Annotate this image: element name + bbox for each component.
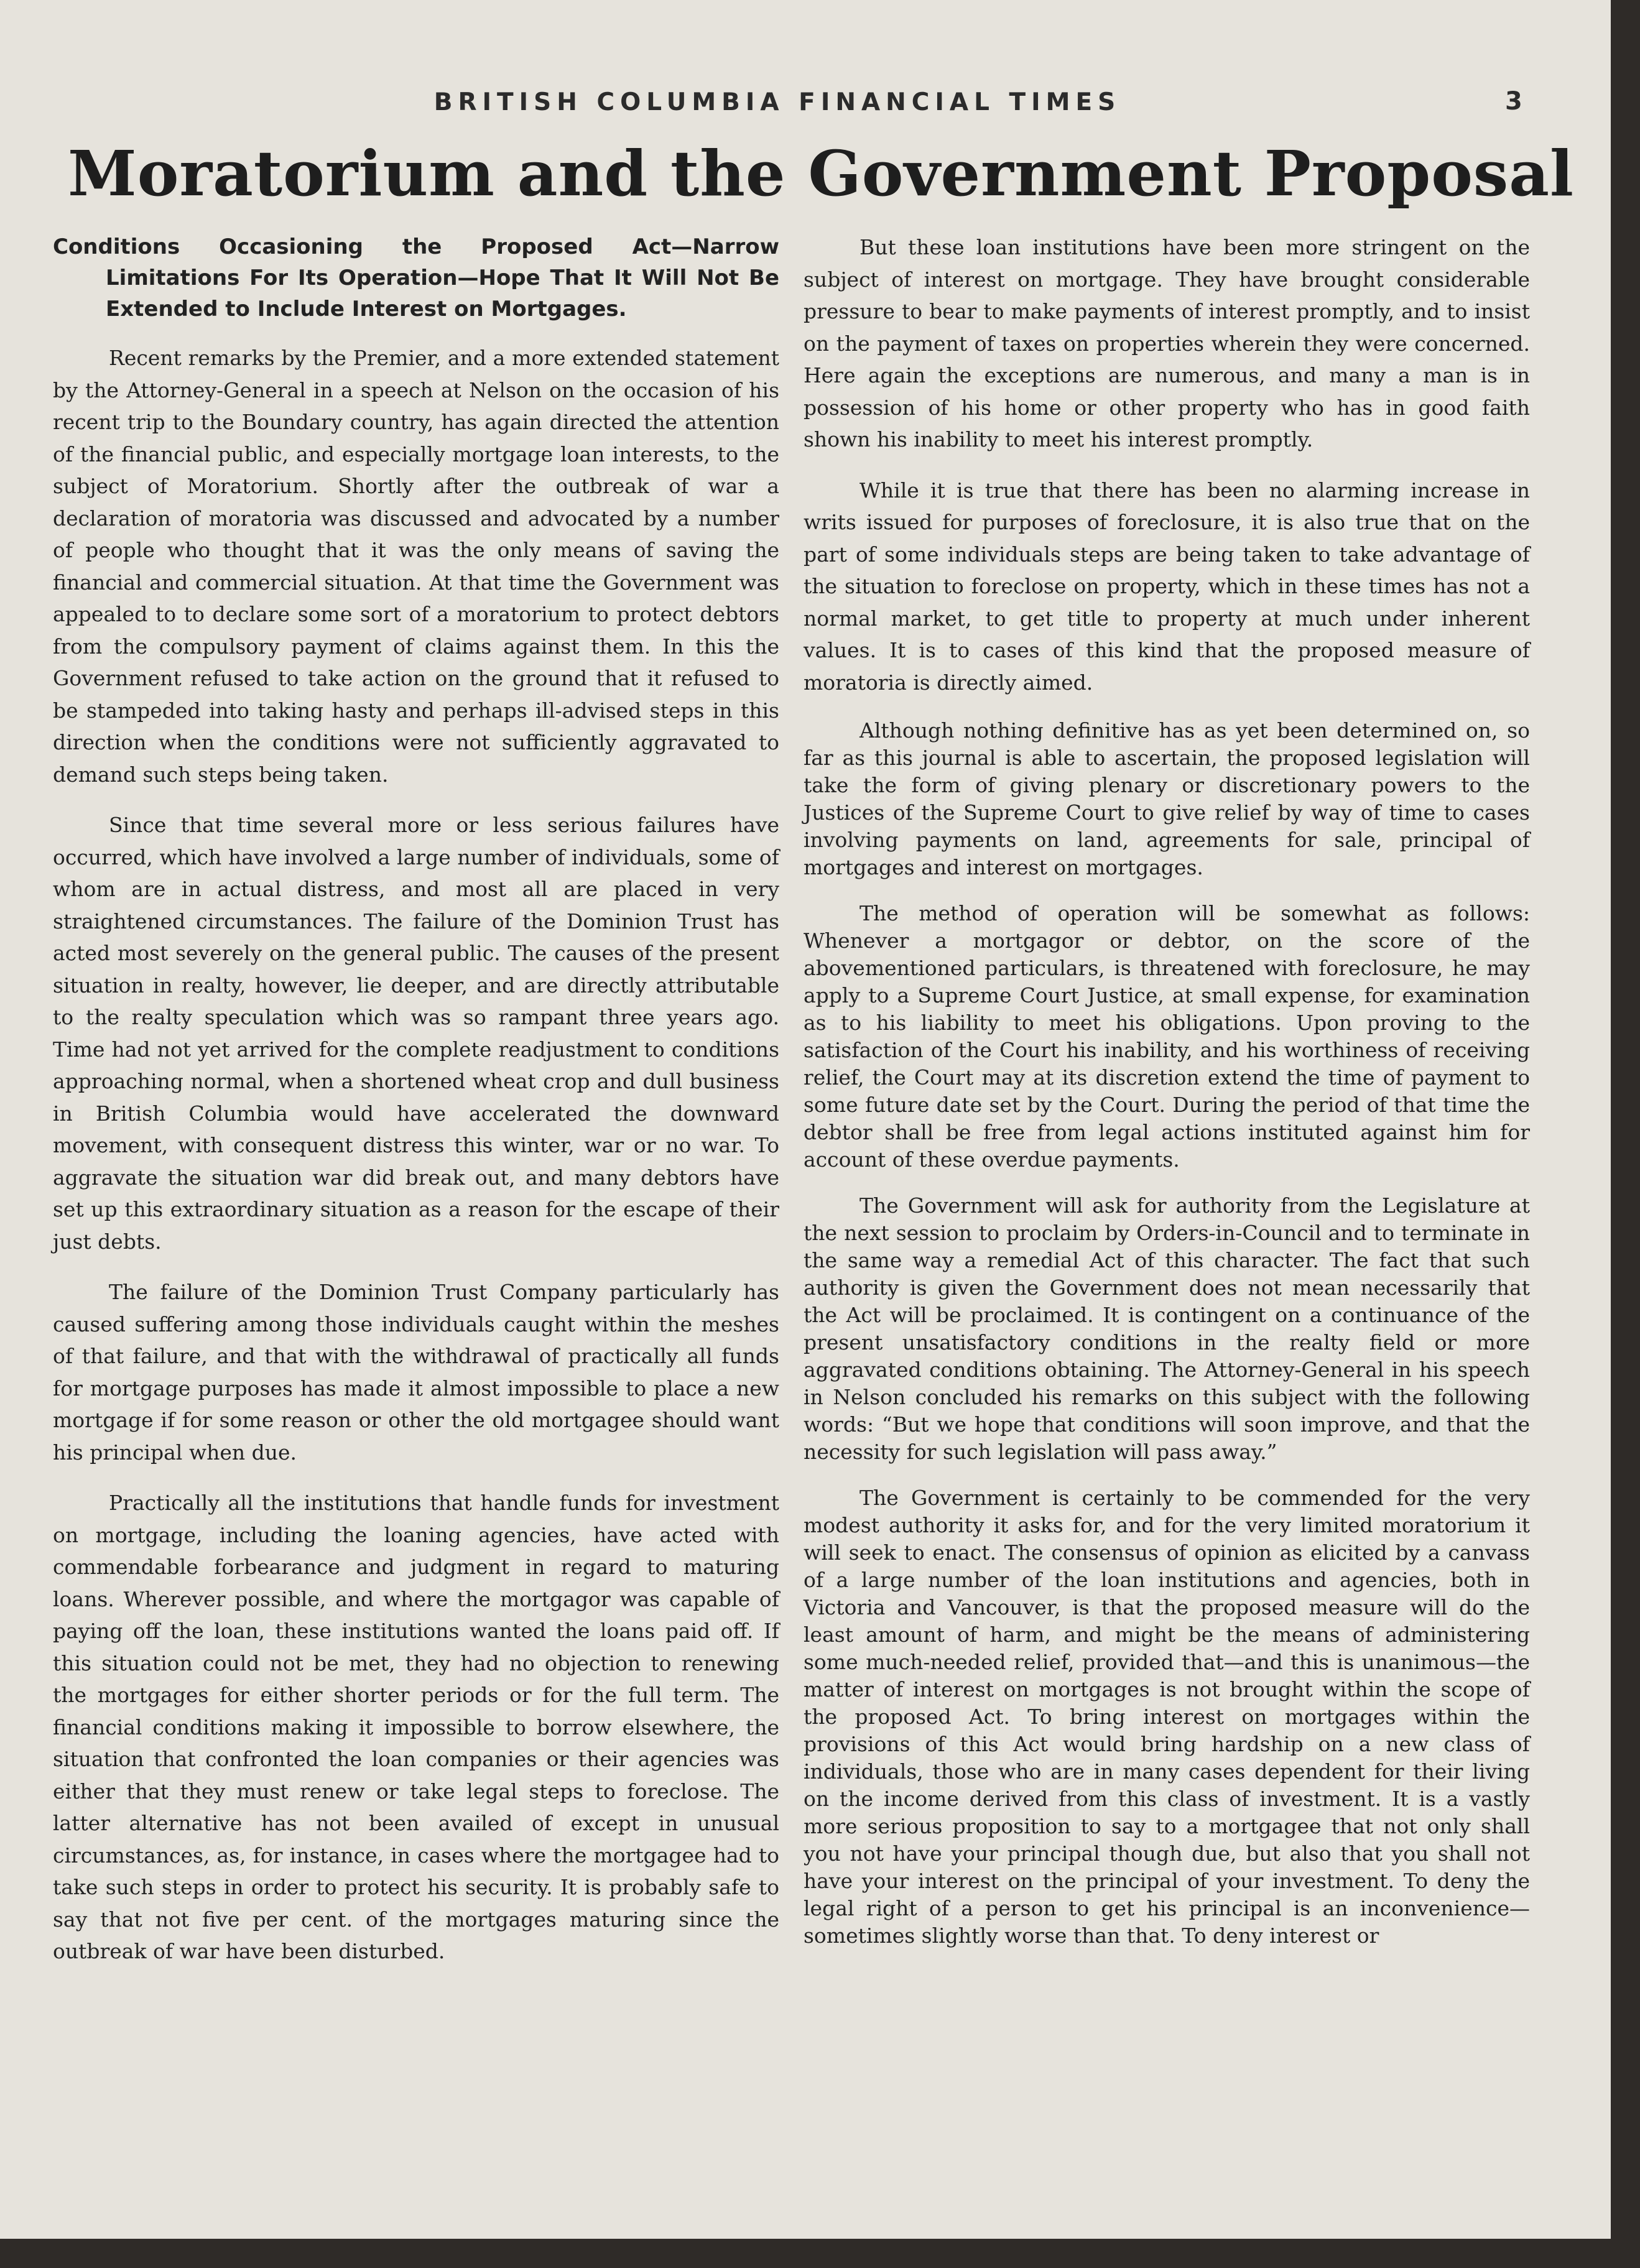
paragraph: But these loan institutions have been more stringent on the subject of interest on mortgage. They have brought considerable pressure to bear to make payments of interest promptly, and to insist on the payment of taxes on properties wherein they were concerned. Here again the exceptions are numerous, and many a man is in possession of his home or other property who has in good faith shown his inability to meet his interest promptly. (804, 235, 1530, 451)
bottom-edge (0, 2239, 1640, 2268)
paragraph: Although nothing definitive has as yet been determined on, so far as this journal is able to ascertain, the proposed legislation will take the form of giving plenary or discretionary powers to the Justices of the Supreme Court to give relief by way of time to cases involving payments on land, agreements for sale, principal of mortgages and interest on mortgages. (804, 718, 1530, 879)
page-number: 3 (1505, 87, 1522, 116)
paragraph: The failure of the Dominion Trust Company particularly has caused suffering among those individuals caught within the meshes of that failure, and that with the withdrawal of practically all funds for mortgage purposes has made it almost impossible to place a new mortgage if for some reason or other the old mortgagee should want his principal when due. (53, 1280, 779, 1465)
left-column (53, 231, 779, 1986)
paragraph: The Government is certainly to be commended for the very modest authority it asks for, and for the very limited moratorium it will seek to enact. The consensus of opinion as elicited by a canvass of a large number of the loan institutions and agencies, both in Victoria and Vancouver, is that the proposed measure will do the least amount of harm, and might be the means of administering some much-needed relief, provided that—and this is unanimous—the matter of interest on mortgages is not brought within the scope of the proposed Act. To bring interest on mortgages within the provisions of this Act would bring hardship on a new class of individuals, those who are in many cases dependent for their living on the income derived from this class of investment. It is a vastly more serious proposition to say to a mortgagee that not only shall you not have your principal though due, but also that you shall not have your interest on the principal of your investment. To deny the legal right of a person to get his principal is an inconvenience—sometimes slightly worse than that. To deny interest or (804, 1486, 1530, 1948)
right-column (804, 231, 1530, 1968)
running-head: BRITISH COLUMBIA FINANCIAL TIMES (433, 88, 1121, 116)
article-deck: Conditions Occasioning the Proposed Act—Narrow Limitations For Its Operation—Hope That It Will Not Be Extended to Include Interest on Mortgages. (53, 234, 779, 322)
paragraph: While it is true that there has been no alarming increase in writs issued for purposes of foreclosure, it is also true that on the part of some individuals steps are being taken to take advantage of the situation to foreclose on property, which in these times has not a normal market, to get title to property at much under inherent values. It is to cases of this kind that the proposed measure of moratoria is directly aimed. (804, 478, 1530, 695)
paragraph: Recent remarks by the Premier, and a more extended statement by the Attorney-General in a speech at Nelson on the occasion of his recent trip to the Boundary country, has again directed the attention of the financial public, and especially mortgage loan interests, to the subject of Moratorium. Shortly after the outbreak of war a declaration of moratoria was discussed and advocated by a number of people who thought that it was the only means of saving the financial and commercial situation. At that time the Government was appealed to to declare some sort of a moratorium to protect debtors from the compulsory payment of claims against them. In this the Government refused to take action on the ground that it refused to be stampeded into taking hasty and perhaps ill-advised steps in this direction when the conditions were not sufficiently aggravated to demand such steps being taken. (53, 346, 779, 787)
paragraph: Since that time several more or less serious failures have occurred, which have involved a large number of individuals, some of whom are in actual distress, and most all are placed in very straightened circumstances. The failure of the Dominion Trust has acted most severely on the general public. The causes of the present situation in realty, however, lie deeper, and are directly attributable to the realty speculation which was so rampant three years ago. Time had not yet arrived for the complete readjustment to conditions approaching normal, when a shortened wheat crop and dull business in British Columbia would have accelerated the downward movement, with consequent distress this winter, war or no war. To aggravate the situation war did break out, and many debtors have set up this extraordinary situation as a reason for the escape of their just debts. (53, 813, 779, 1254)
article-title: Moratorium and the Government Proposal (68, 137, 1574, 210)
paragraph: The method of operation will be somewhat as follows: Whenever a mortgagor or debtor, on the score of the abovementioned particulars, is threatened with foreclosure, he may apply to a Supreme Court Justice, at small expense, for examination as to his liability to meet his obligations. Upon proving to the satisfaction of the Court his inability, and his worthiness of receiving relief, the Court may at its discretion extend the time of payment to some future date set by the Court. During the period of that time the debtor shall be free from legal actions instituted against him for account of these overdue payments. (804, 901, 1530, 1172)
binding-edge (1611, 0, 1640, 2268)
paragraph: The Government will ask for authority from the Legislature at the next session to proclaim by Orders-in-Council and to terminate in the same way a remedial Act of this character. The fact that such authority is given the Government does not mean necessarily that the Act will be proclaimed. It is contingent on a continuance of the present unsatisfactory conditions in the realty field or more aggravated conditions obtaining. The Attorney-General in his speech in Nelson concluded his remarks on this subject with the following words: “But we hope that conditions will soon improve, and that the necessity for such legislation will pass away.” (804, 1193, 1530, 1464)
paragraph: Practically all the institutions that handle funds for investment on mortgage, including the loaning agencies, have acted with commendable forbearance and judgment in regard to maturing loans. Wherever possible, and where the mortgagor was capable of paying off the loan, these institutions wanted the loans paid off. If this situation could not be met, they had no objection to renewing the mortgages for either shorter periods or for the full term. The financial conditions making it impossible to borrow elsewhere, the situation that confronted the loan companies or their agencies was either that they must renew or take legal steps to foreclose. The latter alternative has not been availed of except in unusual circumstances, as, for instance, in cases where the mortgagee had to take such steps in order to protect his security. It is probably safe to say that not five per cent. of the mortgages maturing since the outbreak of war have been disturbed. (53, 1491, 779, 1963)
